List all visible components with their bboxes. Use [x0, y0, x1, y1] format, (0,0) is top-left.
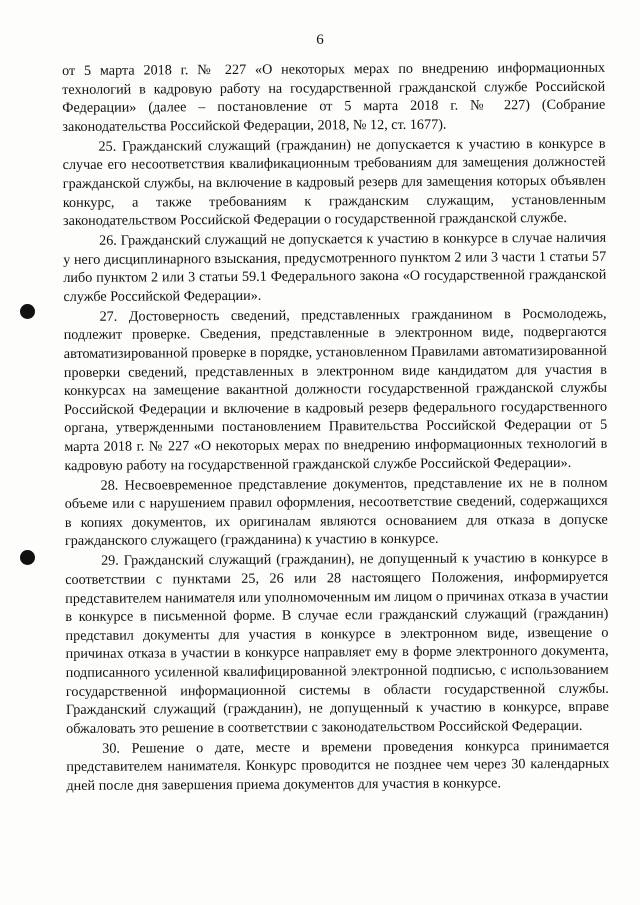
paragraph-continuation: от 5 марта 2018 г. № 227 «О некоторых мерах по внедрению информационных технологий в кадровую работу на государственной гражданской службе Российской Федерации» (далее – постановление от 5 марта 2018 г. № 227) (Собрание законодательства Российской Федерации, 2018, № 12, ст. 1677).	[62, 59, 606, 135]
paragraph-30: 30. Решение о дате, месте и времени проведения конкурса принимается представителем нанимателя. Конкурс проводится не позднее чем через 30 календарных дней после дня завершения приема документов для участия в конкурсе.	[66, 737, 610, 794]
binder-hole-bottom	[20, 550, 35, 565]
document-body	[62, 59, 609, 797]
binder-hole-top	[20, 304, 35, 319]
paragraph-29: 29. Гражданский служащий (гражданин), не допущенный к участию в конкурсе в соответствии с пунктами 25, 26 или 28 настоящего Положения, информируется представителем нанимателя или уполномоченным им лицом о причинах отказа в участии в конкурсе в письменной форме. В случае если гражданский служащий (гражданин) представил документы для участия в конкурсе в электронном виде, извещение о причинах отказа в участии в конкурсе направляет ему в форме электронного документа, подписанного усиленной квалифицированной электронной подписью, с использованием государственной информационной системы в области государственной службы. Гражданский служащий (гражданин), не допущенный к участию в конкурсе, вправе обжаловать это решение в соответствии с законодательством Российской Федерации.	[65, 550, 609, 737]
paragraph-28: 28. Несвоевременное представление документов, представление их не в полном объеме или с нарушением правил оформления, несоответствие сведений, содержащихся в копиях документов, их оригиналам являются основанием для отказа в допуске гражданского служащего (гражданина) к участию в конкурсе.	[64, 474, 608, 550]
paragraph-27: 27. Достоверность сведений, представленных гражданином в Росмолодежь, подлежит проверке. Сведения, представленные в электронном виде, подвергаются автоматизированной проверке в порядке, установленном Правилами автоматизированной проверки сведений, представленных в электронном виде кандидатом для участия в конкурсах на замещение вакантной должности государственной гражданской службы Российской Федерации и включение в кадровый резерв федерального государственного органа, утвержденными постановлением Правительства Российской Федерации от 5 марта 2018 г. № 227 «О некоторых мерах по внедрению информационных технологий в кадровую работу на государственной гражданской службе Российской Федерации».	[63, 305, 608, 474]
page-number: 6	[316, 32, 324, 48]
paragraph-25: 25. Гражданский служащий (гражданин) не допускается к участию в конкурсе в случае его несоответствия квалификационным требованиям для замещения должностей гражданской службы, на включение в кадровый резерв для замещения которых объявлен конкурс, а также требованиям к гражданским служащим, установленным законодательством Российской Федерации о государственной гражданской службе.	[62, 135, 606, 230]
paragraph-26: 26. Гражданский служащий не допускается к участию в конкурсе в случае наличия у него дисциплинарного взыскания, предусмотренного пунктом 2 или 3 части 1 статьи 57 либо пунктом 2 или 3 статьи 59.1 Федерального закона «О государственной гражданской службе Российской Федерации».	[63, 229, 607, 305]
